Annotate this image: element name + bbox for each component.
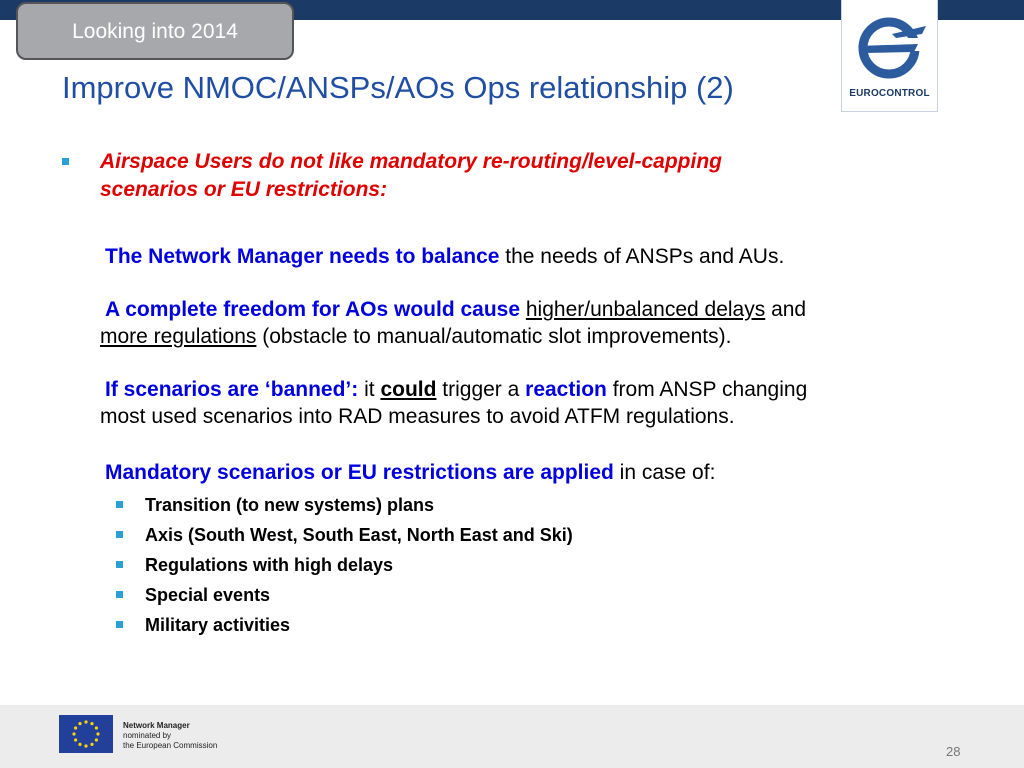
sub-item: Axis (South West, South East, North East and Ski) [145, 525, 573, 545]
sub-bullet-square-icon [116, 531, 123, 538]
paragraph-freedom-bold: A complete freedom for AOs would cause [105, 298, 521, 321]
page-number: 28 [946, 744, 961, 759]
sub-item: Special events [145, 585, 271, 605]
section-tab [16, 2, 294, 60]
sub-item: Regulations with high delays [145, 555, 394, 575]
paragraph-mandatory-rest: in case of: [613, 461, 716, 484]
paragraph-balance [105, 245, 784, 269]
paragraph-mandatory [105, 461, 715, 485]
paragraph-banned-t2: trigger a [436, 378, 526, 401]
main-bullet-line1: Airspace Users do not like mandatory re-routing/level-capping [100, 150, 722, 173]
slide-title: Improve NMOC/ANSPs/AOs Ops relationship (2) [62, 70, 734, 105]
eurocontrol-logo [841, 0, 938, 112]
paragraph-banned-reaction: reaction [525, 378, 607, 401]
paragraph-freedom-rest: (obstacle to manual/automatic slot improvements). [256, 325, 732, 348]
bullet-square-icon [62, 158, 69, 165]
paragraph-banned-line2: most used scenarios into RAD measures to avoid ATFM regulations. [100, 405, 735, 428]
main-bullet-line2: scenarios or EU restrictions: [100, 178, 388, 201]
section-tab-label: Looking into 2014 [72, 20, 238, 43]
paragraph-freedom-line2 [100, 325, 731, 349]
paragraph-balance-rest: the needs of ANSPs and AUs. [499, 245, 785, 268]
network-manager-line2: nominated by [123, 731, 172, 740]
paragraph-banned-line1 [105, 378, 807, 402]
eurocontrol-emblem-icon [842, 0, 937, 90]
sub-bullet-square-icon [116, 591, 123, 598]
paragraph-freedom-mid: and [765, 298, 807, 321]
paragraph-banned-could: could [380, 378, 437, 401]
sub-item: Military activities [145, 615, 291, 635]
sub-bullet-square-icon [116, 561, 123, 568]
paragraph-freedom-underline2: more regulations [100, 325, 257, 348]
paragraph-banned-t1: it [358, 378, 381, 401]
paragraph-banned-t3: from ANSP changing [606, 378, 808, 401]
paragraph-balance-bold: The Network Manager needs to balance [105, 245, 500, 268]
paragraph-mandatory-bold: Mandatory scenarios or EU restrictions are applied [105, 461, 614, 484]
sub-bullet-square-icon [116, 501, 123, 508]
sub-bullet-square-icon [116, 621, 123, 628]
eu-flag-icon [59, 715, 113, 753]
network-manager-text [123, 721, 217, 751]
network-manager-line3: the European Commission [123, 741, 218, 750]
paragraph-freedom-underline1: higher/unbalanced delays [525, 298, 766, 321]
sub-item: Transition (to new systems) plans [145, 495, 435, 515]
paragraph-freedom-line1 [105, 298, 806, 322]
paragraph-banned-bold: If scenarios are ‘banned’: [105, 378, 359, 401]
eurocontrol-logo-text: EUROCONTROL [849, 88, 930, 99]
network-manager-line1: Network Manager [123, 721, 190, 730]
